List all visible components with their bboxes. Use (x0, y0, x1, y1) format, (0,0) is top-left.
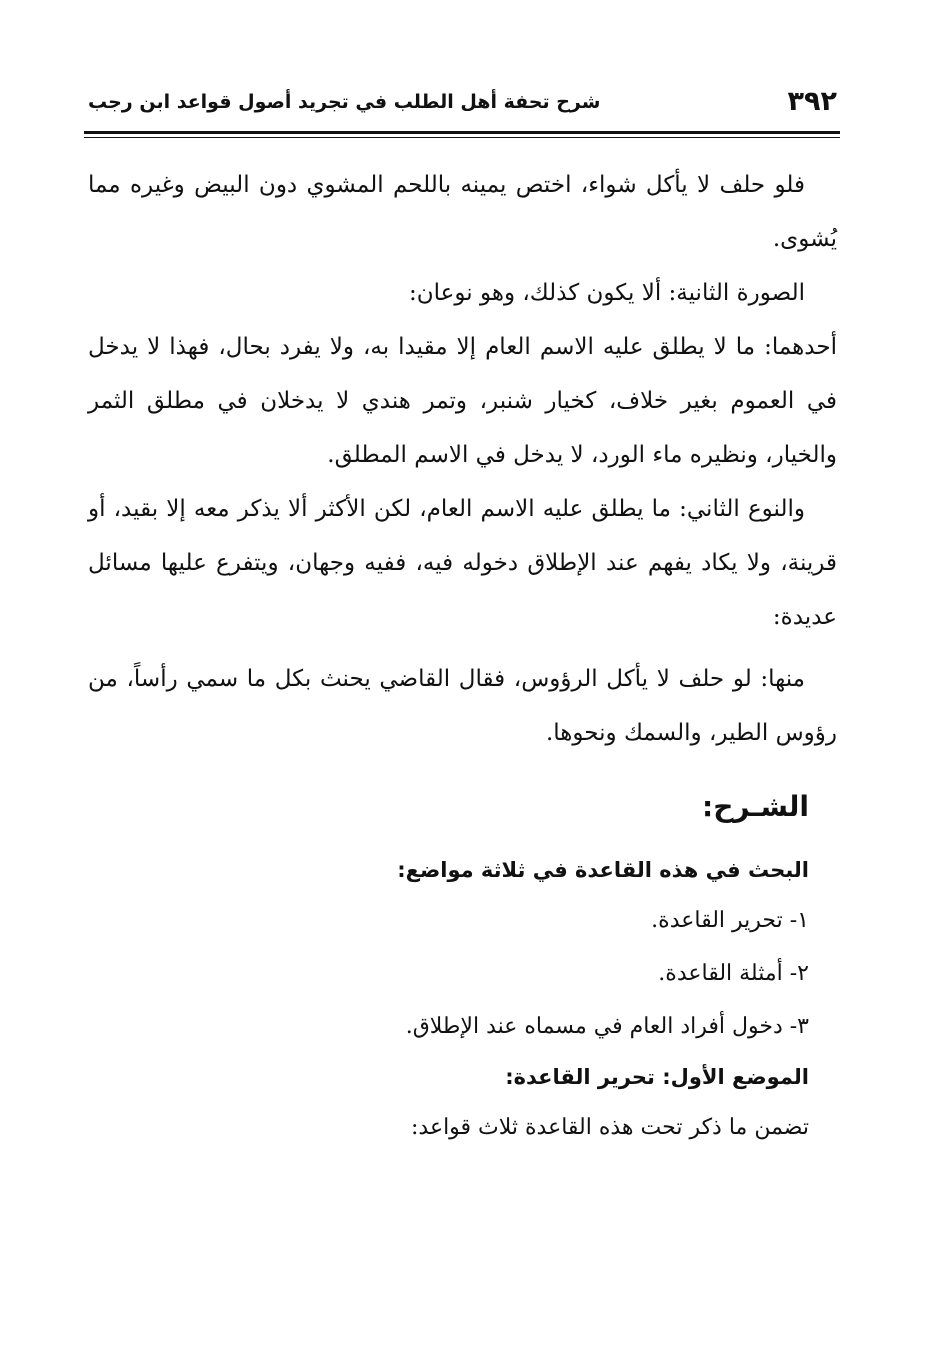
header-rule (84, 131, 840, 138)
list-item: ٢- أمثلة القاعدة. (658, 961, 809, 986)
matn-text (88, 158, 837, 760)
list-item: ١- تحرير القاعدة. (651, 908, 809, 933)
commentary-section (88, 782, 809, 1155)
paragraph-4: والنوع الثاني: ما يطلق عليه الاسم العام، لكن الأكثر ألا يذكر معه إلا بقيد، أو قرينة، ولا يكاد يفهم عند الإطلاق دخوله فيه، ففيه وجهان، ويتفرع عليها مسائل عديدة: (88, 496, 837, 630)
running-header (88, 82, 837, 122)
sharh-heading: الشـرح: (702, 790, 809, 823)
topics-list (88, 894, 809, 1053)
commentary-intro: البحث في هذه القاعدة في ثلاثة مواضع: (397, 858, 809, 882)
section-title: الموضع الأول: تحرير القاعدة: (505, 1065, 809, 1089)
paragraph-1: فلو حلف لا يأكل شواء، اختص يمينه باللحم المشوي دون البيض وغيره مما يُشوى. (88, 172, 837, 252)
paragraph-2: الصورة الثانية: ألا يكون كذلك، وهو نوعان: (408, 280, 805, 306)
page-number: ٣٩٢ (787, 86, 837, 117)
paragraph-3: أحدهما: ما لا يطلق عليه الاسم العام إلا مقيدا به، ولا يفرد بحال، فهذا لا يدخل في العموم بغير خلاف، كخيار شنبر، وتمر هندي لا يدخلان في مطلق الثمر والخيار، ونظيره ماء الورد، لا يدخل في الاسم المطلق. (88, 334, 837, 468)
list-item: ٣- دخول أفراد العام في مسماه عند الإطلاق. (405, 1014, 809, 1039)
section-text: تضمن ما ذكر تحت هذه القاعدة ثلاث قواعد: (410, 1115, 809, 1140)
paragraph-5: منها: لو حلف لا يأكل الرؤوس، فقال القاضي يحنث بكل ما سمي رأساً، من رؤوس الطير، والسمك ونحوها. (88, 666, 837, 746)
book-title: شرح تحفة أهل الطلب في تجريد أصول قواعد ابن رجب (88, 91, 601, 113)
